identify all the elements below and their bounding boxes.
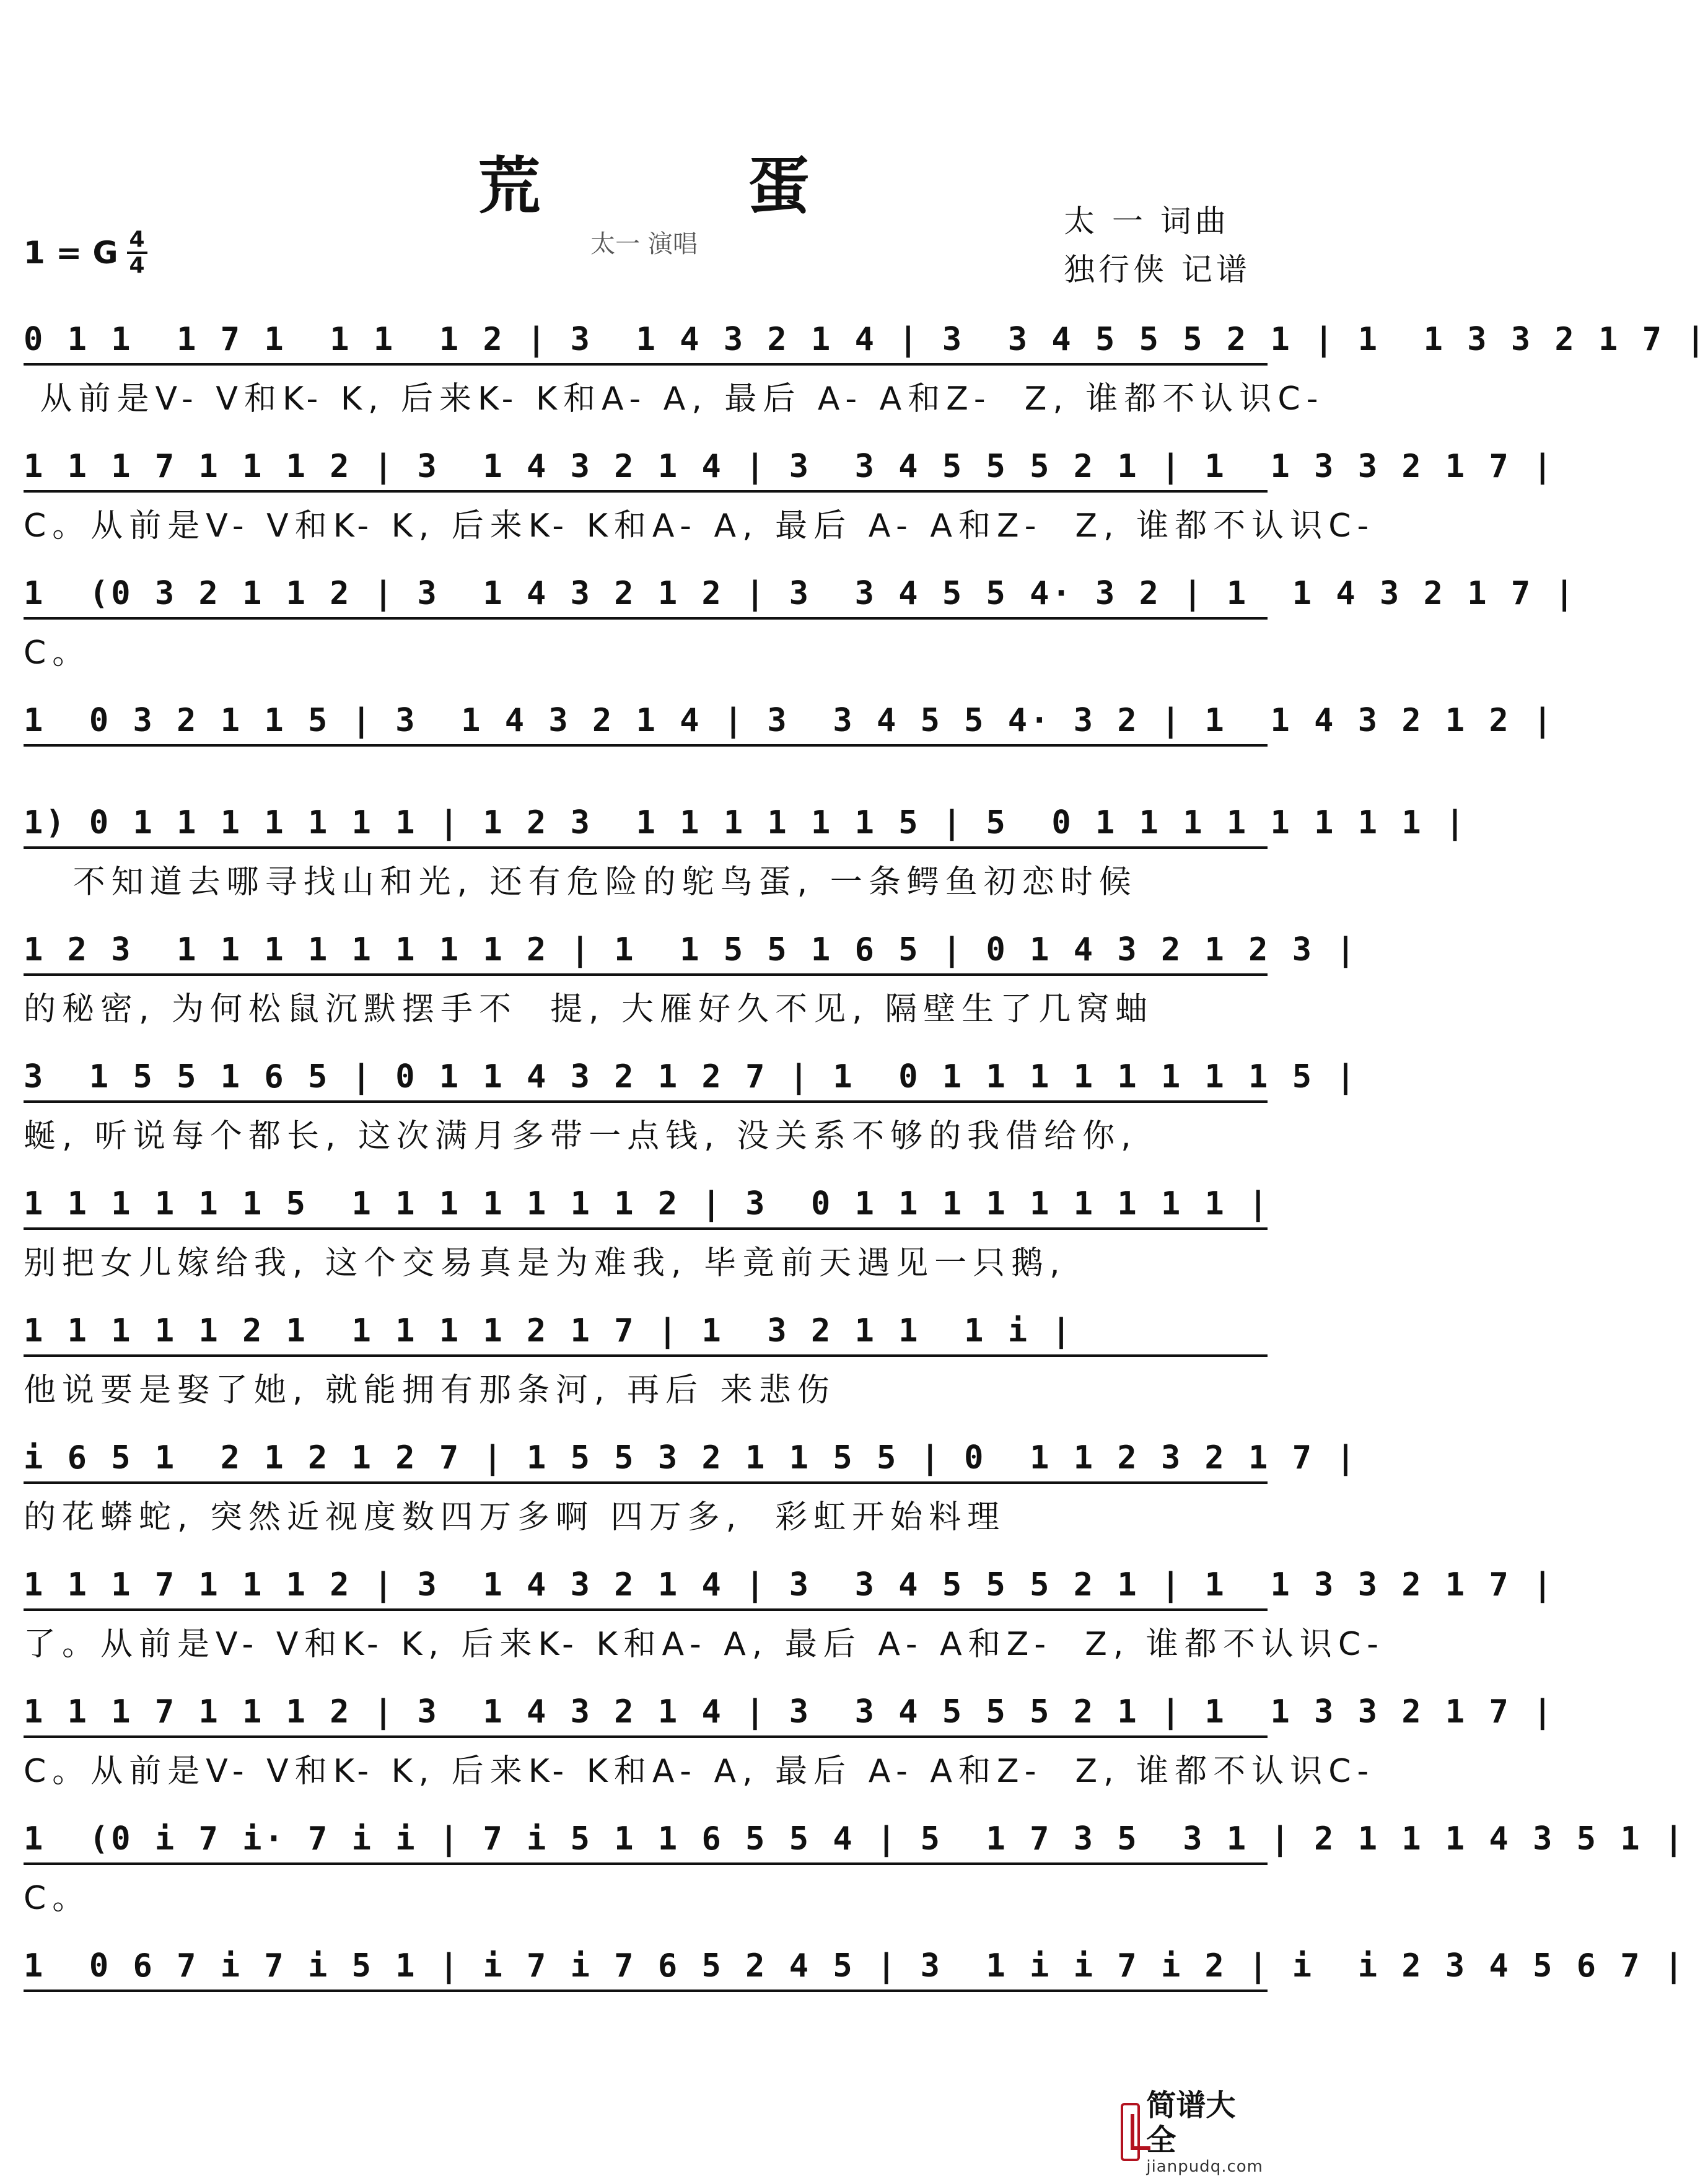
score-system-1 (24, 310, 1708, 424)
lyricist-composer-credit: 太 一 词曲 (1064, 203, 1230, 239)
lyric-line: 不知道去哪寻找山和光, 还有危险的鸵鸟蛋, 一条鳄鱼初恋时候 (24, 864, 1137, 901)
score-system-7 (24, 1047, 1358, 1161)
lyric-line: C。 (24, 1880, 91, 1917)
logo-url: jianpudq.com (1146, 2157, 1263, 2176)
note-line: 1 1 1 1 1 1 5 1 1 1 1 1 1 1 2 | 3 0 1 1 1 1 1 1 1 1 1 | (24, 1184, 1268, 1230)
time-signature-top: 4 (127, 228, 147, 254)
score-system-13 (24, 1809, 1686, 1923)
lyric-line: 从前是V- V和K- K, 后来K- K和A- A, 最后 A- A和Z- Z, 谁都不认识C- (24, 380, 1325, 418)
piano-logo-icon (1121, 2103, 1140, 2161)
time-signature (127, 228, 147, 278)
score-system-2 (24, 437, 1555, 551)
score-system-8 (24, 1174, 1271, 1288)
note-line: 1 (0 3 2 1 1 2 | 3 1 4 3 2 1 2 | 3 3 4 5 5 4· 3 2 | 1 1 4 3 2 1 7 | (24, 574, 1268, 620)
lyric-line: 的秘密, 为何松鼠沉默摆手不 提, 大雁好久不见, 隔壁生了几窝蚰 (24, 991, 1154, 1028)
time-signature-bottom: 4 (129, 253, 145, 278)
score-system-4 (24, 691, 1555, 755)
note-line: 1 1 1 7 1 1 1 2 | 3 1 4 3 2 1 4 | 3 3 4 5 5 5 2 1 | 1 1 3 3 2 1 7 | (24, 1565, 1268, 1611)
key-label: 1 = G (24, 235, 118, 271)
note-line: 1 2 3 1 1 1 1 1 1 1 1 2 | 1 1 5 5 1 6 5 | 0 1 4 3 2 1 2 3 | (24, 930, 1268, 976)
score-system-9 (24, 1301, 1268, 1415)
score-system-10 (24, 1428, 1358, 1542)
score-system-14 (24, 1936, 1686, 2001)
key-signature (24, 228, 147, 278)
song-title: 荒 蛋 (478, 149, 903, 222)
lyric-line: C。从前是V- V和K- K, 后来K- K和A- A, 最后 A- A和Z- Z, 谁都不认识C- (24, 1753, 1375, 1790)
note-line: 1 0 6 7 i 7 i 5 1 | i 7 i 7 6 5 2 4 5 | 3 1 i i 7 i 2 | i i 2 3 4 5 6 7 | (24, 1946, 1268, 1992)
note-line: 1 1 1 7 1 1 1 2 | 3 1 4 3 2 1 4 | 3 3 4 5 5 5 2 1 | 1 1 3 3 2 1 7 | (24, 447, 1268, 493)
lyric-line: 他说要是娶了她, 就能拥有那条河, 再后 来悲伤 (24, 1372, 836, 1409)
lyric-line: C。 (24, 634, 91, 672)
score-system-11 (24, 1555, 1555, 1669)
logo-name: 简谱大全 (1146, 2088, 1236, 2157)
credits-block (1064, 197, 1251, 294)
performer-credit: 太一 演唱 (590, 230, 698, 258)
note-line: 3 1 5 5 1 6 5 | 0 1 1 4 3 2 1 2 7 | 1 0 1 1 1 1 1 1 1 1 5 | (24, 1057, 1268, 1103)
score-system-5 (24, 793, 1468, 907)
note-line: 0 1 1 1 7 1 1 1 1 2 | 3 1 4 3 2 1 4 | 3 3 4 5 5 5 2 1 | 1 1 3 3 2 1 7 | (24, 320, 1268, 366)
note-line: 1 0 3 2 1 1 5 | 3 1 4 3 2 1 4 | 3 3 4 5 5 4· 3 2 | 1 1 4 3 2 1 2 | (24, 701, 1268, 747)
note-line: 1 1 1 7 1 1 1 2 | 3 1 4 3 2 1 4 | 3 3 4 5 5 5 2 1 | 1 1 3 3 2 1 7 | (24, 1692, 1268, 1738)
lyric-line: 了。从前是V- V和K- K, 后来K- K和A- A, 最后 A- A和Z- Z, 谁都不认识C- (24, 1626, 1385, 1663)
note-line: i 6 5 1 2 1 2 1 2 7 | 1 5 5 3 2 1 1 5 5 | 0 1 1 2 3 2 1 7 | (24, 1438, 1268, 1484)
lyric-line: 蜒, 听说每个都长, 这次满月多带一点钱, 没关系不够的我借给你, (24, 1118, 1137, 1155)
note-line: 1 (0 i 7 i· 7 i i | 7 i 5 1 1 6 5 5 4 | 5 1 7 3 5 3 1 | 2 1 1 1 4 3 5 1 | (24, 1819, 1268, 1865)
lyric-line: 别把女儿嫁给我, 这个交易真是为难我, 毕竟前天遇见一只鹅, (24, 1245, 1066, 1282)
score-system-3 (24, 564, 1577, 678)
lyric-line: C。从前是V- V和K- K, 后来K- K和A- A, 最后 A- A和Z- Z, 谁都不认识C- (24, 507, 1375, 545)
note-line: 1) 0 1 1 1 1 1 1 1 | 1 2 3 1 1 1 1 1 1 5 | 5 0 1 1 1 1 1 1 1 1 | (24, 803, 1268, 849)
transcriber-credit: 独行侠 记谱 (1064, 252, 1251, 287)
score-system-12 (24, 1682, 1555, 1796)
score-system-6 (24, 920, 1358, 1034)
site-logo[interactable] (1121, 2088, 1263, 2176)
note-line: 1 1 1 1 1 2 1 1 1 1 1 2 1 7 | 1 3 2 1 1 1 i | (24, 1311, 1268, 1357)
lyric-line: 的花蟒蛇, 突然近视度数四万多啊 四万多, 彩虹开始料理 (24, 1499, 1006, 1536)
